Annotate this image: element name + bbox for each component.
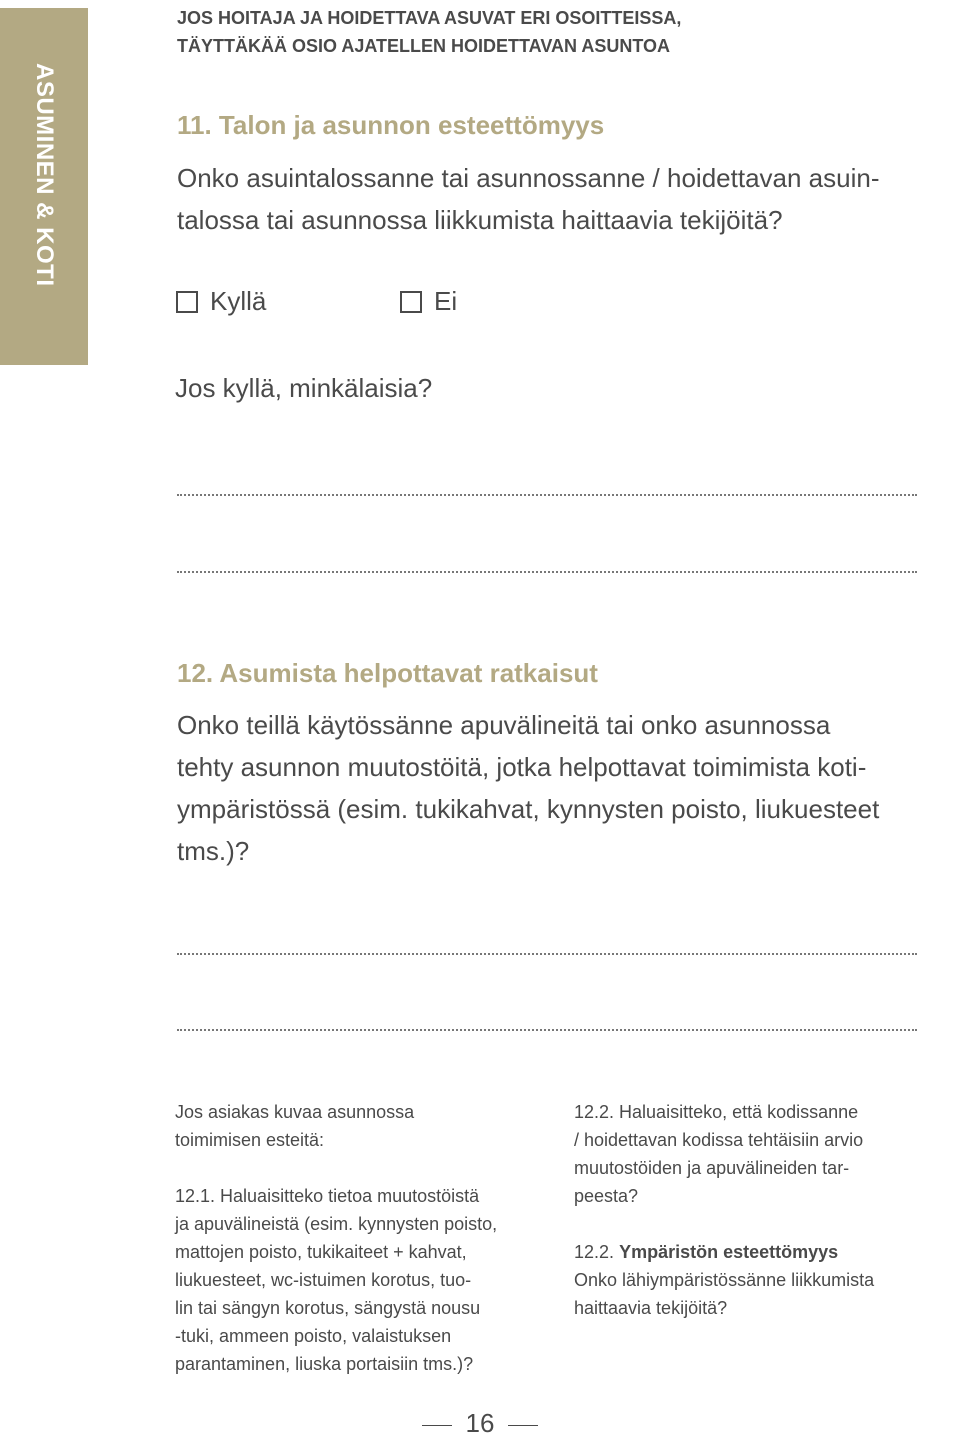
side-tab — [0, 8, 88, 365]
answer-line-1[interactable] — [177, 494, 917, 496]
intro-line: Jos asiakas kuvaa asunnossa — [175, 1102, 415, 1122]
section-12-title: 12. Asumista helpottavat ratkaisut — [177, 658, 598, 688]
question-line: Onko asuintalossanne tai asunnossanne / hoidettavan asuin- — [177, 163, 880, 193]
item-line: -tuki, ammeen poisto, valaistuksen — [175, 1326, 452, 1346]
right-column — [574, 1098, 944, 1322]
answer-line-2[interactable] — [177, 571, 917, 573]
section-11-title: 11. Talon ja asunnon esteettömyys — [177, 110, 605, 140]
item-line: liukuesteet, wc-istuimen korotus, tuo- — [175, 1270, 472, 1290]
section-11-question — [177, 157, 957, 241]
item-line: muutostöiden ja apuvälineiden tar- — [574, 1158, 850, 1178]
notice-line: JOS HOITAJA JA HOIDETTAVA ASUVAT ERI OSOITTEISSA, — [177, 8, 682, 28]
intro-line: toimimisen esteitä: — [175, 1130, 325, 1150]
section-12-question — [177, 704, 957, 872]
item-line: ja apuvälineistä (esim. kynnysten poisto, — [175, 1214, 498, 1234]
item-line: haittaavia tekijöitä? — [574, 1298, 728, 1318]
item-line: / hoidettavan kodissa tehtäisiin arvio — [574, 1130, 864, 1150]
item-line: 12.2. Haluaisitteko, että kodissanne — [574, 1102, 859, 1122]
footer-dash-right — [508, 1425, 538, 1426]
item-heading — [574, 1238, 944, 1266]
side-tab-label: ASUMINEN & KOTI — [31, 63, 58, 287]
question-line: talossa tai asunnossa liikkumista haittaavia tekijöitä? — [177, 205, 783, 235]
left-column — [175, 1098, 555, 1378]
item-line: parantaminen, liuska portaisiin tms.)? — [175, 1354, 474, 1374]
item-line: peesta? — [574, 1186, 639, 1206]
notice-line: TÄYTTÄKÄÄ OSIO AJATELLEN HOIDETTAVAN ASUNTOA — [177, 36, 670, 56]
question-line: Onko teillä käytössänne apuvälineitä tai onko asunnossa — [177, 710, 831, 740]
item-number: 12.2. — [574, 1242, 615, 1262]
notice-heading — [177, 4, 937, 60]
item-line: mattojen poisto, tukikaiteet + kahvat, — [175, 1242, 467, 1262]
option-no-label: Ei — [434, 286, 458, 316]
question-line: ympäristössä (esim. tukikahvat, kynnysten poisto, liukuesteet — [177, 794, 880, 824]
answer-line-4[interactable] — [177, 1029, 917, 1031]
question-line: tehty asunnon muutostöitä, jotka helpottavat toimimista koti- — [177, 752, 867, 782]
item-line: lin tai sängyn korotus, sängystä nousu — [175, 1298, 481, 1318]
page-footer — [0, 1408, 960, 1439]
footer-dash-left — [422, 1425, 452, 1426]
checkbox-yes[interactable] — [176, 291, 198, 313]
checkbox-no[interactable] — [400, 291, 422, 313]
item-title: Ympäristön esteettömyys — [619, 1242, 839, 1262]
option-yes[interactable] — [176, 286, 266, 317]
option-yes-label: Kyllä — [210, 286, 267, 316]
followup-question: Jos kyllä, minkälaisia? — [175, 373, 433, 403]
option-no[interactable] — [400, 286, 457, 317]
question-line: tms.)? — [177, 836, 250, 866]
page-number: 16 — [465, 1408, 495, 1438]
answer-line-3[interactable] — [177, 953, 917, 955]
item-line: 12.1. Haluaisitteko tietoa muutostöistä — [175, 1186, 480, 1206]
item-line: Onko lähiympäristössänne liikkumista — [574, 1270, 875, 1290]
